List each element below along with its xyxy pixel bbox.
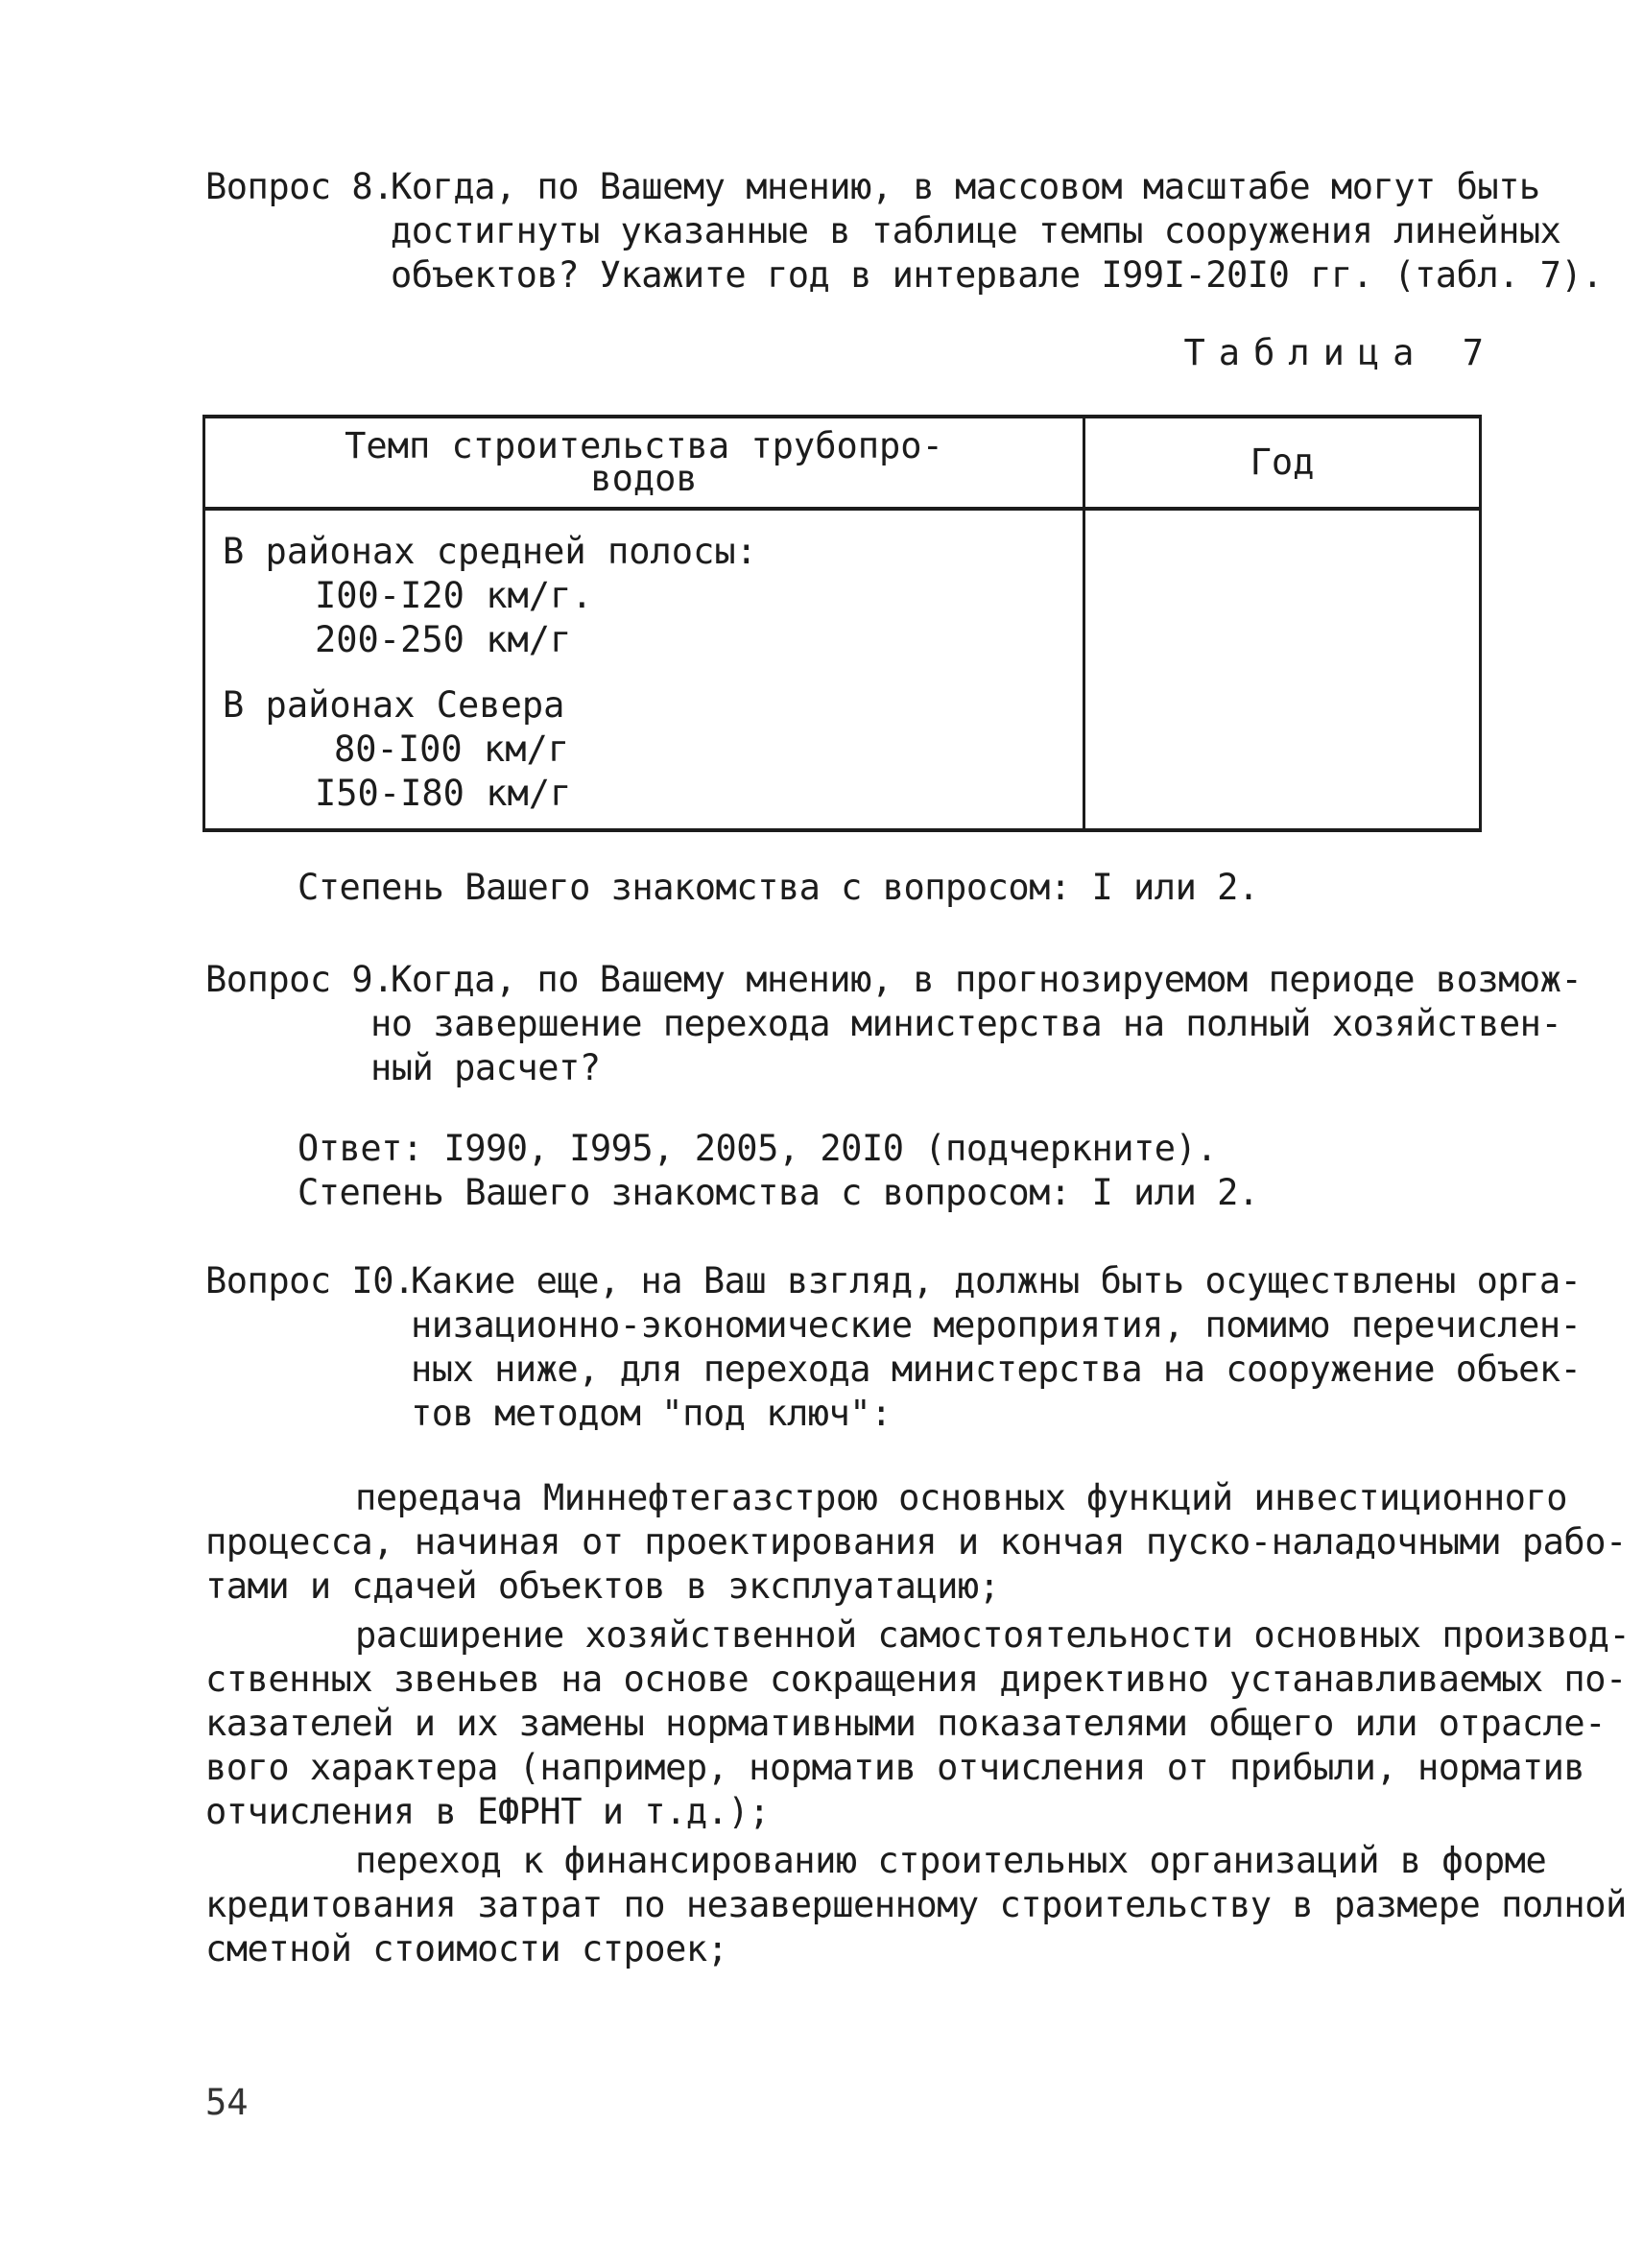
measure-paragraph-1-line: процесса, начиная от проектирования и кончая пуско-наладочными рабо- <box>205 1521 1627 1563</box>
question-8-line: Когда, по Вашему мнению, в массовом масштабе могут быть <box>391 166 1540 207</box>
table-caption: Таблица 7 <box>1183 332 1497 373</box>
question-9-label: Вопрос 9. <box>205 959 393 1000</box>
question-10-line: тов методом "под ключ": <box>411 1393 892 1434</box>
rate-item: 200-250 км/г <box>315 619 572 660</box>
table-row <box>204 509 1481 830</box>
measure-paragraph-3-line: кредитования затрат по незавершенному строительству в размере полной <box>205 1884 1627 1925</box>
measure-paragraph-2-line: ственных звеньев на основе сокращения директивно устанавливаемых по- <box>205 1659 1627 1700</box>
measure-paragraph-2: расширение хозяйственной самостоятельности основных производ- <box>355 1614 1631 1656</box>
measure-paragraph-3: переход к финансированию строительных организаций в форме <box>355 1840 1547 1881</box>
measure-paragraph-2-line: казателей и их замены нормативными показателями общего или отрасле- <box>205 1703 1606 1744</box>
measure-paragraph-2-line: отчисления в ЕФРНТ и т.д.); <box>205 1791 770 1832</box>
measure-paragraph-3-line: сметной стоимости строек; <box>205 1928 728 1970</box>
question-9-line: но завершение перехода министерства на полный хозяйствен- <box>370 1003 1562 1044</box>
question-10-line: ных ниже, для перехода министерства на сооружение объек- <box>411 1349 1582 1390</box>
question-10-line: Какие еще, на Ваш взгляд, должны быть осуществлены орга- <box>411 1260 1582 1301</box>
familiarity-line: Степень Вашего знакомства с вопросом: I или 2. <box>298 1172 1259 1213</box>
table-7 <box>202 415 1482 832</box>
column-header-rate: Темп строительства трубопро- водов <box>204 417 1084 509</box>
table-cell-rates <box>204 509 1084 830</box>
question-9-line: Когда, по Вашему мнению, в прогнозируемом периоде возмож- <box>391 959 1583 1000</box>
rate-item: I00-I20 км/г. <box>315 575 593 616</box>
column-header-year: Год <box>1084 417 1481 509</box>
rate-item: 80-I00 км/г <box>334 728 570 770</box>
measure-paragraph-1-line: тами и сдачей объектов в эксплуатацию; <box>205 1565 1000 1607</box>
question-10-label: Вопрос I0. <box>205 1260 415 1301</box>
page-number: 54 <box>205 2082 249 2123</box>
table-header-row <box>204 417 1481 509</box>
familiarity-line: Степень Вашего знакомства с вопросом: I или 2. <box>298 867 1259 908</box>
question-10-line: низационно-экономические мероприятия, помимо перечислен- <box>411 1304 1582 1346</box>
group-title-middle-belt: В районах средней полосы: <box>223 531 757 572</box>
question-8-line: достигнуты указанные в таблице темпы сооружения линейных <box>391 210 1561 251</box>
table-cell-year-answer[interactable] <box>1084 509 1481 830</box>
question-9-line: ный расчет? <box>370 1047 601 1088</box>
group-title-north: В районах Севера <box>223 684 565 726</box>
question-8-line: объектов? Укажите год в интервале I99I-20I0 гг. (табл. 7). <box>391 254 1604 296</box>
rate-item: I50-I80 км/г <box>315 773 572 814</box>
answer-line: Ответ: I990, I995, 2005, 20I0 (подчеркните). <box>298 1128 1218 1169</box>
measure-paragraph-2-line: вого характера (например, норматив отчисления от прибыли, норматив <box>205 1747 1585 1788</box>
question-8-label: Вопрос 8. <box>205 166 393 207</box>
measure-paragraph-1: передача Миннефтегазстрою основных функций инвестиционного <box>355 1477 1568 1518</box>
